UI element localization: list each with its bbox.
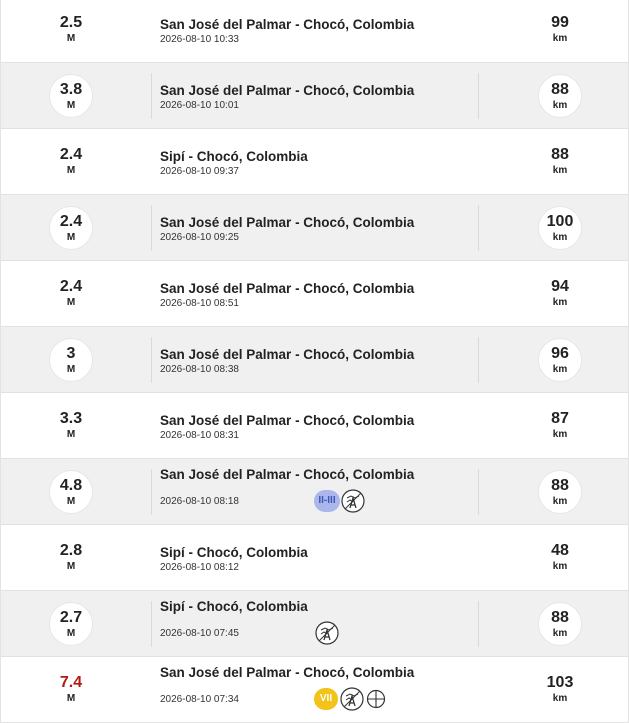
magnitude-badge <box>49 338 93 382</box>
event-time: 2026-08-10 10:01 <box>160 100 239 111</box>
depth-badge <box>538 404 582 448</box>
depth-unit: km <box>552 693 568 704</box>
column-divider <box>151 469 152 515</box>
magnitude-value: 2.5 <box>59 14 83 31</box>
event-time: 2026-08-10 09:25 <box>160 232 239 243</box>
depth-value: 103 <box>546 674 574 691</box>
event-row[interactable] <box>1 0 628 63</box>
depth-badge <box>538 668 582 712</box>
depth-badge <box>538 272 582 316</box>
event-location[interactable]: San José del Palmar - Chocó, Colombia <box>160 17 415 32</box>
magnitude-badge <box>49 404 93 448</box>
depth-value: 96 <box>551 345 569 362</box>
depth-value: 99 <box>551 14 569 31</box>
depth-unit: km <box>552 364 568 375</box>
magnitude-unit: M <box>66 33 76 44</box>
event-location[interactable]: Sipí - Chocó, Colombia <box>160 149 308 164</box>
magnitude-unit: M <box>66 628 76 639</box>
felt-report-icon[interactable] <box>315 621 339 645</box>
depth-badge <box>538 338 582 382</box>
magnitude-badge <box>49 74 93 118</box>
depth-badge <box>538 536 582 580</box>
event-row[interactable] <box>1 195 628 261</box>
column-divider <box>151 73 152 119</box>
depth-value: 94 <box>551 278 569 295</box>
event-location[interactable]: Sipí - Chocó, Colombia <box>160 599 308 614</box>
column-divider <box>151 601 152 647</box>
depth-value: 88 <box>551 146 569 163</box>
event-location[interactable]: Sipí - Chocó, Colombia <box>160 545 308 560</box>
event-row[interactable] <box>1 657 628 723</box>
event-location[interactable]: San José del Palmar - Chocó, Colombia <box>160 665 415 680</box>
magnitude-unit: M <box>66 297 76 308</box>
column-divider <box>478 205 479 251</box>
event-location[interactable]: San José del Palmar - Chocó, Colombia <box>160 347 415 362</box>
event-row[interactable] <box>1 393 628 459</box>
depth-unit: km <box>552 33 568 44</box>
felt-report-icon[interactable] <box>341 489 365 513</box>
depth-unit: km <box>552 165 568 176</box>
event-location[interactable]: San José del Palmar - Chocó, Colombia <box>160 281 415 296</box>
event-row[interactable] <box>1 129 628 195</box>
event-location[interactable]: San José del Palmar - Chocó, Colombia <box>160 413 415 428</box>
magnitude-value: 3.8 <box>59 81 83 98</box>
event-time: 2026-08-10 10:33 <box>160 34 239 45</box>
magnitude-value: 3 <box>66 345 76 362</box>
intensity-badge[interactable]: II-III <box>314 490 340 512</box>
felt-report-icon[interactable] <box>340 687 364 711</box>
magnitude-badge <box>49 272 93 316</box>
event-time: 2026-08-10 08:18 <box>160 496 239 507</box>
magnitude-value: 4.8 <box>59 477 83 494</box>
magnitude-value: 2.7 <box>59 609 83 626</box>
depth-unit: km <box>552 496 568 507</box>
event-row[interactable] <box>1 525 628 591</box>
column-divider <box>478 469 479 515</box>
column-divider <box>478 601 479 647</box>
magnitude-value: 2.4 <box>59 278 83 295</box>
column-divider <box>478 73 479 119</box>
depth-badge <box>538 602 582 646</box>
event-row[interactable] <box>1 63 628 129</box>
magnitude-badge <box>49 206 93 250</box>
event-time: 2026-08-10 08:12 <box>160 562 239 573</box>
magnitude-badge <box>49 536 93 580</box>
column-divider <box>151 337 152 383</box>
event-row[interactable] <box>1 459 628 525</box>
magnitude-value: 2.4 <box>59 213 83 230</box>
column-divider <box>151 205 152 251</box>
magnitude-unit: M <box>66 232 76 243</box>
magnitude-badge <box>49 140 93 184</box>
magnitude-value: 3.3 <box>59 410 83 427</box>
magnitude-unit: M <box>66 561 76 572</box>
event-time: 2026-08-10 07:45 <box>160 628 239 639</box>
magnitude-unit: M <box>66 100 76 111</box>
magnitude-value: 2.8 <box>59 542 83 559</box>
depth-value: 88 <box>551 81 569 98</box>
depth-badge <box>538 8 582 52</box>
magnitude-badge <box>49 602 93 646</box>
magnitude-value: 2.4 <box>59 146 83 163</box>
magnitude-value: 7.4 <box>59 674 83 691</box>
magnitude-unit: M <box>66 165 76 176</box>
magnitude-badge <box>49 8 93 52</box>
depth-value: 100 <box>546 213 574 230</box>
event-location[interactable]: San José del Palmar - Chocó, Colombia <box>160 467 415 482</box>
event-time: 2026-08-10 08:31 <box>160 430 239 441</box>
magnitude-unit: M <box>66 429 76 440</box>
event-time: 2026-08-10 09:37 <box>160 166 239 177</box>
depth-value: 88 <box>551 477 569 494</box>
depth-unit: km <box>552 100 568 111</box>
event-location[interactable]: San José del Palmar - Chocó, Colombia <box>160 83 415 98</box>
intensity-badge[interactable]: VII <box>314 688 338 710</box>
magnitude-badge <box>49 470 93 514</box>
depth-unit: km <box>552 297 568 308</box>
event-time: 2026-08-10 08:38 <box>160 364 239 375</box>
depth-badge <box>538 74 582 118</box>
event-row[interactable] <box>1 261 628 327</box>
event-row[interactable] <box>1 591 628 657</box>
event-time: 2026-08-10 08:51 <box>160 298 239 309</box>
depth-badge <box>538 140 582 184</box>
event-time: 2026-08-10 07:34 <box>160 694 239 705</box>
event-row[interactable] <box>1 327 628 393</box>
magnitude-unit: M <box>66 693 76 704</box>
depth-value: 87 <box>551 410 569 427</box>
depth-unit: km <box>552 561 568 572</box>
depth-badge <box>538 470 582 514</box>
column-divider <box>478 337 479 383</box>
magnitude-badge <box>49 668 93 712</box>
depth-badge <box>538 206 582 250</box>
magnitude-unit: M <box>66 496 76 507</box>
magnitude-unit: M <box>66 364 76 375</box>
depth-value: 88 <box>551 609 569 626</box>
depth-unit: km <box>552 628 568 639</box>
depth-value: 48 <box>551 542 569 559</box>
event-location[interactable]: San José del Palmar - Chocó, Colombia <box>160 215 415 230</box>
depth-unit: km <box>552 429 568 440</box>
depth-unit: km <box>552 232 568 243</box>
crosshair-icon[interactable] <box>366 689 386 709</box>
